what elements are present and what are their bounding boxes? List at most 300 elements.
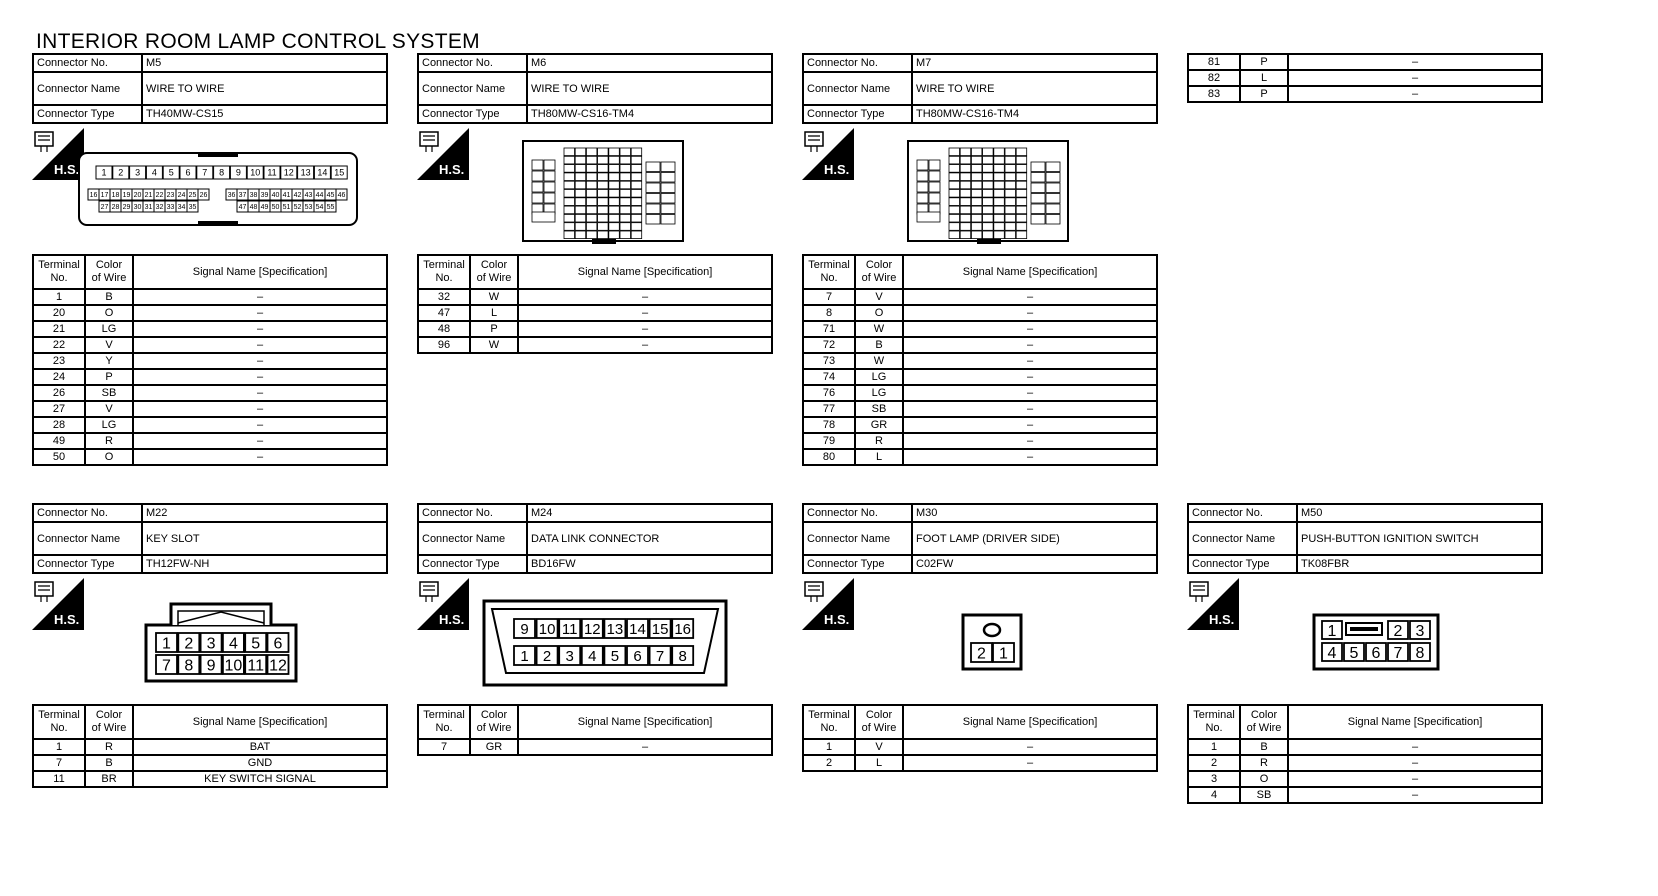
pin-number: 47 — [238, 204, 247, 212]
pin-cell — [994, 165, 1005, 173]
pin-number: 15 — [651, 620, 669, 638]
pin-number: 16 — [674, 620, 692, 638]
pin-cell — [1005, 206, 1016, 214]
connector-no-value: M5 — [142, 54, 387, 72]
signal-name-header: Signal Name [Specification] — [1288, 705, 1542, 739]
pin-cell — [646, 183, 660, 193]
connector-no-value: M30 — [912, 504, 1157, 522]
connector-name-label: Connector Name — [1188, 522, 1297, 555]
harness-side-icon — [417, 128, 469, 180]
pin-cell — [575, 148, 586, 156]
connector-type-label: Connector Type — [33, 105, 142, 123]
pin-number: 4 — [588, 647, 597, 665]
harness-side-icon — [32, 128, 84, 180]
hs-label: H.S. — [54, 612, 80, 627]
pin-cell — [532, 182, 543, 192]
pin-cell — [620, 214, 631, 222]
pin-cell — [620, 206, 631, 214]
pin-cell — [1046, 194, 1060, 204]
pin-number: 5 — [251, 635, 261, 653]
connector-name-value: WIRE TO WIRE — [142, 72, 387, 105]
pin-cell — [960, 214, 971, 222]
harness-side-icon — [32, 578, 84, 630]
pin-number: 1 — [101, 167, 107, 178]
pin-cell — [631, 198, 642, 206]
color-of-wire-header: Color of Wire — [85, 705, 133, 739]
pin-cell — [564, 173, 575, 181]
pin-cell — [1016, 231, 1026, 239]
pin-number: 12 — [283, 167, 294, 178]
pin-cell — [929, 182, 940, 192]
pin-cell — [646, 194, 660, 204]
pin-cell — [983, 181, 994, 189]
signal-name-cell: – — [903, 353, 1157, 369]
connector-header-m30 — [802, 503, 1158, 574]
terminal-no-cell: 48 — [418, 321, 470, 337]
pin-number: 3 — [135, 167, 141, 178]
terminal-no-cell: 20 — [33, 305, 85, 321]
connector-name-value: PUSH-BUTTON IGNITION SWITCH — [1297, 522, 1542, 555]
wire-color-cell: V — [85, 337, 133, 353]
pin-number: 2 — [542, 647, 552, 665]
pin-number: 4 — [1327, 644, 1337, 662]
wire-color-cell: P — [1240, 86, 1288, 102]
wire-color-cell: R — [85, 739, 133, 755]
pin-cell — [564, 190, 575, 198]
pin-cell — [598, 173, 609, 181]
wire-color-cell: Y — [85, 353, 133, 369]
pin-cell — [971, 148, 982, 156]
pin-cell — [1005, 223, 1016, 231]
wire-color-cell: L — [855, 449, 903, 465]
pin-cell — [1016, 173, 1026, 181]
pin-number: 3 — [206, 635, 216, 653]
pin-number: 51 — [282, 204, 291, 212]
terminal-no-cell: 49 — [33, 433, 85, 449]
pin-cell — [544, 171, 555, 181]
pin-cell — [994, 198, 1005, 206]
pin-cell — [598, 156, 609, 164]
pin-number: 34 — [177, 204, 186, 212]
pin-cell — [598, 231, 609, 239]
signal-table — [1187, 704, 1543, 804]
connector-name-label: Connector Name — [33, 72, 142, 105]
terminal-no-header: Terminal No. — [1188, 705, 1240, 739]
pin-cell — [983, 173, 994, 181]
terminal-no-cell: 1 — [33, 739, 85, 755]
connector-face-m30 — [961, 613, 1023, 671]
harness-side-icon — [802, 128, 854, 180]
table-row — [1188, 86, 1542, 102]
terminal-no-cell: 78 — [803, 417, 855, 433]
pin-cell — [532, 212, 555, 222]
pin-cell — [983, 223, 994, 231]
pin-cell — [575, 190, 586, 198]
terminal-no-cell: 2 — [1188, 755, 1240, 771]
pin-number: 23 — [166, 192, 175, 200]
terminal-no-cell: 28 — [33, 417, 85, 433]
terminal-no-cell: 2 — [803, 755, 855, 771]
table-row — [33, 433, 387, 449]
pin-number: 45 — [326, 192, 335, 200]
pin-cell — [544, 193, 555, 203]
hs-label: H.S. — [439, 162, 465, 177]
connector-name-value: WIRE TO WIRE — [912, 72, 1157, 105]
pin-cell — [1031, 162, 1045, 172]
pin-cell — [1005, 190, 1016, 198]
signal-table-m6 — [417, 254, 773, 354]
pin-cell — [929, 160, 940, 170]
pin-number: 14 — [317, 167, 328, 178]
connector-type-value: TH80MW-CS16-TM4 — [527, 105, 772, 123]
signal-table — [417, 254, 773, 354]
pin-cell — [598, 165, 609, 173]
pin-number: 44 — [315, 192, 324, 200]
terminal-no-cell: 1 — [33, 289, 85, 305]
pin-cell — [949, 190, 960, 198]
signal-name-cell: – — [1288, 771, 1542, 787]
signal-name-header: Signal Name [Specification] — [518, 705, 772, 739]
pin-cell — [949, 156, 960, 164]
pin-cell — [960, 190, 971, 198]
pin-cell — [983, 148, 994, 156]
signal-name-cell: – — [903, 755, 1157, 771]
signal-name-cell: – — [903, 401, 1157, 417]
pin-number: 12 — [269, 657, 287, 675]
pin-cell — [994, 173, 1005, 181]
wire-color-cell: SB — [855, 401, 903, 417]
connector-header-m24 — [417, 503, 773, 574]
pin-number: 2 — [184, 635, 194, 653]
pin-cell — [564, 206, 575, 214]
signal-name-cell: – — [1288, 54, 1542, 70]
table-row — [418, 337, 772, 353]
connector-block-m30 — [802, 503, 1158, 574]
pin-cell — [949, 214, 960, 222]
terminal-no-cell: 32 — [418, 289, 470, 305]
pin-number: 38 — [249, 192, 258, 200]
connector-name-label: Connector Name — [33, 522, 142, 555]
pin-number: 43 — [304, 192, 313, 200]
table-row — [33, 739, 387, 755]
signal-name-cell: – — [133, 321, 387, 337]
terminal-no-cell: 73 — [803, 353, 855, 369]
pin-cell — [620, 165, 631, 173]
pin-cell — [609, 198, 620, 206]
pin-cell — [971, 173, 982, 181]
pin-cell — [620, 148, 631, 156]
connector-type-label: Connector Type — [803, 555, 912, 573]
wire-color-cell: SB — [85, 385, 133, 401]
pin-number: 11 — [267, 167, 277, 178]
pin-cell — [631, 214, 642, 222]
signal-table — [32, 254, 388, 466]
signal-table — [32, 704, 388, 788]
signal-name-cell: – — [1288, 70, 1542, 86]
wire-color-cell: BR — [85, 771, 133, 787]
pin-cell — [586, 181, 597, 189]
pin-cell — [960, 156, 971, 164]
table-row — [803, 401, 1157, 417]
terminal-no-cell: 11 — [33, 771, 85, 787]
pin-cell — [586, 206, 597, 214]
signal-name-cell: – — [903, 305, 1157, 321]
pin-cell — [983, 231, 994, 239]
pin-number: 14 — [629, 620, 646, 638]
pin-cell — [1031, 204, 1045, 214]
pin-number: 1 — [999, 645, 1008, 663]
wire-color-cell: GR — [470, 739, 518, 755]
table-row — [803, 321, 1157, 337]
pin-number: 36 — [227, 192, 236, 200]
terminal-no-header: Terminal No. — [418, 255, 470, 289]
table-row — [803, 449, 1157, 465]
pin-number: 6 — [185, 167, 191, 178]
pin-cell — [609, 223, 620, 231]
pin-cell — [994, 181, 1005, 189]
pin-number: 21 — [144, 192, 153, 200]
table-row — [33, 337, 387, 353]
pin-number: 25 — [188, 192, 197, 200]
pin-number: 42 — [293, 192, 302, 200]
connector-name-label: Connector Name — [803, 72, 912, 105]
pin-cell — [598, 190, 609, 198]
color-of-wire-header: Color of Wire — [1240, 705, 1288, 739]
pin-number: 4 — [228, 635, 238, 653]
connector-name-label: Connector Name — [803, 522, 912, 555]
pin-number: 2 — [118, 167, 124, 178]
signal-name-cell: – — [903, 433, 1157, 449]
table-row — [418, 305, 772, 321]
pin-cell — [586, 165, 597, 173]
table-row — [803, 337, 1157, 353]
wire-color-cell: W — [855, 321, 903, 337]
wire-color-cell: LG — [85, 321, 133, 337]
signal-name-cell: – — [518, 337, 772, 353]
pin-cell — [917, 212, 940, 222]
pin-cell — [646, 173, 660, 183]
table-row — [33, 385, 387, 401]
pin-cell — [620, 231, 631, 239]
pin-cell — [1046, 215, 1060, 225]
terminal-no-cell: 27 — [33, 401, 85, 417]
pin-number: 31 — [144, 204, 153, 212]
connector-no-label: Connector No. — [33, 54, 142, 72]
hs-label: H.S. — [824, 612, 850, 627]
continuation-table — [1187, 53, 1543, 103]
pin-cell — [917, 193, 928, 203]
terminal-no-cell: 76 — [803, 385, 855, 401]
pin-cell — [949, 181, 960, 189]
signal-table-m22 — [32, 704, 388, 788]
terminal-no-cell: 4 — [1188, 787, 1240, 803]
pin-cell — [631, 173, 642, 181]
hs-label: H.S. — [439, 612, 465, 627]
wire-color-cell: V — [855, 739, 903, 755]
pin-number: 30 — [133, 204, 142, 212]
pin-number: 12 — [583, 620, 601, 638]
pin-number: 11 — [247, 657, 265, 675]
connector-name-value: DATA LINK CONNECTOR — [527, 522, 772, 555]
pin-cell — [994, 214, 1005, 222]
pin-cell — [564, 165, 575, 173]
terminal-no-cell: 7 — [418, 739, 470, 755]
wire-color-cell: L — [855, 755, 903, 771]
signal-name-header: Signal Name [Specification] — [903, 255, 1157, 289]
pin-cell — [598, 206, 609, 214]
pin-cell — [949, 165, 960, 173]
wire-color-cell: V — [855, 289, 903, 305]
signal-name-cell: – — [903, 337, 1157, 353]
pin-cell — [994, 231, 1005, 239]
connector-face-m5 — [78, 152, 360, 228]
connector-header-m50 — [1187, 503, 1543, 574]
table-row — [33, 289, 387, 305]
pin-cell — [994, 156, 1005, 164]
pin-number: 18 — [111, 192, 120, 200]
connector-no-label: Connector No. — [1188, 504, 1297, 522]
signal-name-cell: – — [133, 369, 387, 385]
pin-cell — [564, 148, 575, 156]
pin-number: 2 — [977, 645, 986, 663]
connector-header-m6 — [417, 53, 773, 124]
continuation-rows — [1187, 53, 1543, 103]
pin-cell — [1016, 223, 1026, 231]
pin-cell — [575, 198, 586, 206]
terminal-no-cell: 3 — [1188, 771, 1240, 787]
pin-number: 5 — [168, 167, 174, 178]
pin-number: 3 — [565, 647, 574, 665]
terminal-no-cell: 82 — [1188, 70, 1240, 86]
wire-color-cell: P — [470, 321, 518, 337]
connector-name-value: KEY SLOT — [142, 522, 387, 555]
pin-cell — [971, 165, 982, 173]
table-row — [1188, 54, 1542, 70]
pin-cell — [994, 148, 1005, 156]
pin-cell — [971, 206, 982, 214]
terminal-no-cell: 47 — [418, 305, 470, 321]
pin-cell — [994, 206, 1005, 214]
pin-number: 49 — [260, 204, 269, 212]
signal-name-cell: – — [903, 385, 1157, 401]
table-row — [1188, 70, 1542, 86]
signal-name-cell: – — [903, 449, 1157, 465]
pin-cell — [1005, 181, 1016, 189]
pin-cell — [960, 165, 971, 173]
pin-cell — [971, 198, 982, 206]
pin-number: 35 — [188, 204, 197, 212]
pin-number: 7 — [1393, 644, 1403, 662]
pin-cell — [575, 181, 586, 189]
wire-color-cell: W — [855, 353, 903, 369]
wire-color-cell: B — [85, 289, 133, 305]
pin-cell — [564, 198, 575, 206]
pin-number: 5 — [1349, 644, 1359, 662]
hs-label: H.S. — [54, 162, 80, 177]
wire-color-cell: P — [1240, 54, 1288, 70]
signal-name-cell: – — [1288, 755, 1542, 771]
pin-cell — [1016, 148, 1026, 156]
signal-name-cell: – — [1288, 739, 1542, 755]
connector-no-value: M22 — [142, 504, 387, 522]
connector-type-value: TH12FW-NH — [142, 555, 387, 573]
pin-number: 7 — [202, 167, 208, 178]
signal-table-m7 — [802, 254, 1158, 466]
signal-name-cell: – — [133, 433, 387, 449]
pin-cell — [609, 148, 620, 156]
pin-number: 19 — [122, 192, 131, 200]
pin-cell — [661, 194, 675, 204]
wire-color-cell: O — [85, 449, 133, 465]
connector-block-m7 — [802, 53, 1158, 124]
wire-color-cell: LG — [855, 369, 903, 385]
pin-number: 10 — [224, 657, 243, 675]
signal-name-header: Signal Name [Specification] — [133, 255, 387, 289]
connector-no-value: M50 — [1297, 504, 1542, 522]
color-of-wire-header: Color of Wire — [855, 255, 903, 289]
connector-no-value: M24 — [527, 504, 772, 522]
pin-cell — [631, 206, 642, 214]
connector-no-label: Connector No. — [33, 504, 142, 522]
table-row — [33, 369, 387, 385]
table-row — [418, 321, 772, 337]
pin-number: 17 — [100, 192, 109, 200]
terminal-no-cell: 81 — [1188, 54, 1240, 70]
pin-cell — [609, 231, 620, 239]
pin-cell — [971, 214, 982, 222]
pin-cell — [1031, 215, 1045, 225]
pin-number: 55 — [326, 204, 335, 212]
pin-number: 52 — [293, 204, 302, 212]
signal-name-cell: KEY SWITCH SIGNAL — [133, 771, 387, 787]
pin-cell — [532, 193, 543, 203]
signal-name-cell: – — [1288, 86, 1542, 102]
pin-cell — [646, 215, 660, 225]
terminal-no-cell: 21 — [33, 321, 85, 337]
connector-block-m24 — [417, 503, 773, 574]
pin-cell — [631, 181, 642, 189]
pin-cell — [929, 193, 940, 203]
pin-cell — [661, 162, 675, 172]
pin-cell — [661, 173, 675, 183]
signal-name-cell: – — [903, 289, 1157, 305]
pin-cell — [609, 181, 620, 189]
pin-cell — [620, 181, 631, 189]
signal-name-cell: – — [518, 321, 772, 337]
connector-no-label: Connector No. — [418, 504, 527, 522]
terminal-no-cell: 72 — [803, 337, 855, 353]
connector-type-label: Connector Type — [418, 105, 527, 123]
pin-cell — [1031, 194, 1045, 204]
signal-name-cell: – — [903, 369, 1157, 385]
pin-cell — [1005, 214, 1016, 222]
terminal-no-cell: 1 — [1188, 739, 1240, 755]
pin-cell — [575, 206, 586, 214]
pin-number: 13 — [606, 620, 624, 638]
table-row — [33, 305, 387, 321]
pin-cell — [598, 223, 609, 231]
pin-cell — [1005, 148, 1016, 156]
pin-cell — [564, 214, 575, 222]
pin-cell — [564, 181, 575, 189]
terminal-no-cell: 1 — [803, 739, 855, 755]
pin-cell — [1016, 198, 1026, 206]
signal-name-cell: – — [133, 337, 387, 353]
connector-no-label: Connector No. — [803, 504, 912, 522]
pin-cell — [949, 198, 960, 206]
color-of-wire-header: Color of Wire — [470, 255, 518, 289]
pin-number: 15 — [334, 167, 345, 178]
